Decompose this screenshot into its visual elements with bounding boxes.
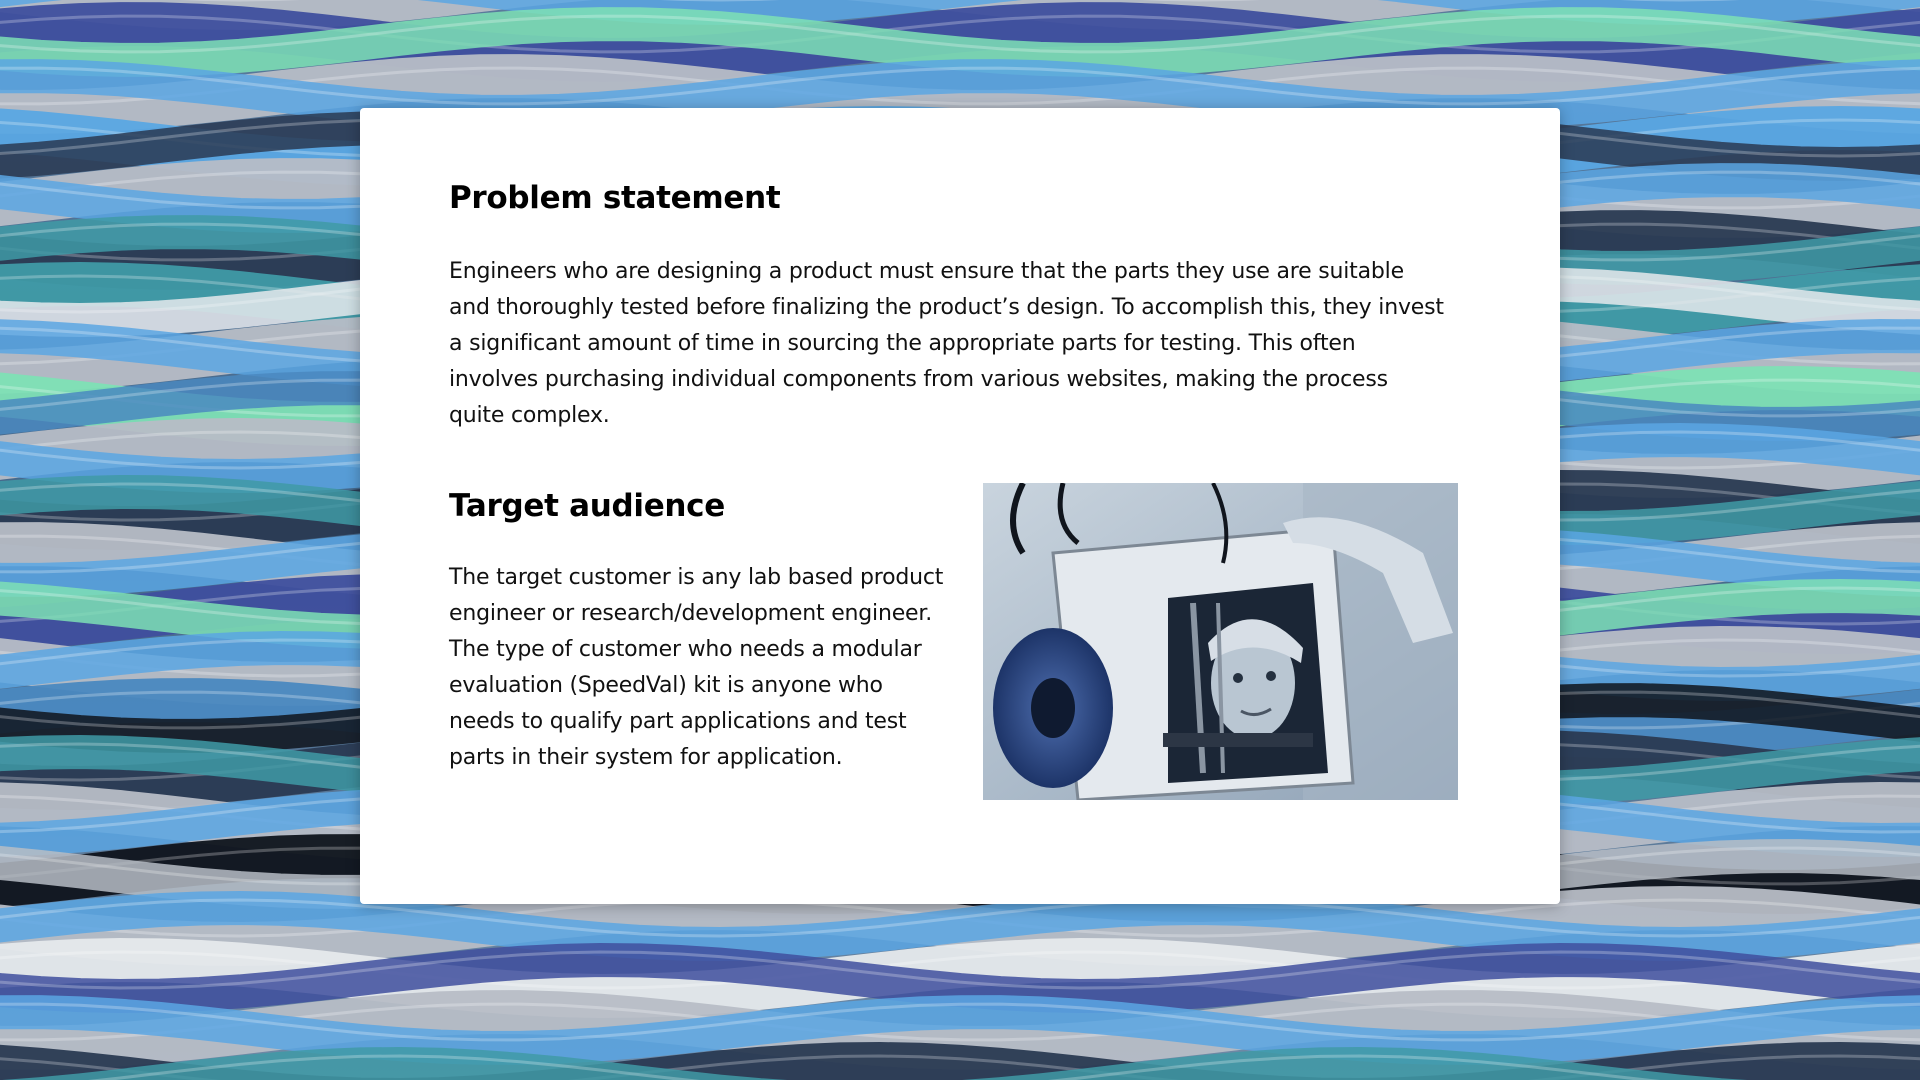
target-audience-heading: Target audience xyxy=(449,488,725,524)
engineer-3d-printer-photo xyxy=(983,483,1458,800)
content-card xyxy=(360,108,1560,904)
problem-statement-text: Engineers who are designing a product must ensure that the parts they use are suitable and thoroughly tested before finalizing the product’s design. To accomplish this, they invest a significant amount of time in sourcing the appropriate parts for testing. This often involves purchasing individual components from various websites, making the process quite complex. xyxy=(449,259,1444,428)
target-audience-text: The target customer is any lab based product engineer or research/development engineer. The type of customer who needs a modular evaluation (SpeedVal) kit is anyone who needs to qualify part applications and test parts in their system for application. xyxy=(449,565,944,770)
problem-statement-heading: Problem statement xyxy=(449,180,781,216)
